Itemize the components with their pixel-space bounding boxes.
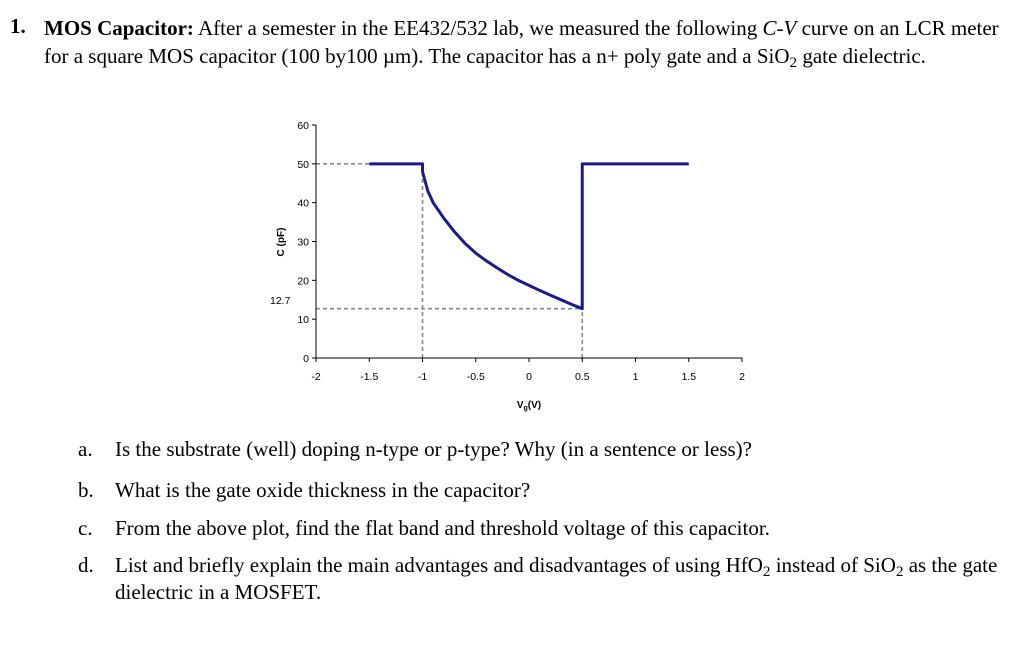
x-axis-label-unit: (V) bbox=[527, 400, 542, 411]
y-tick-label: 20 bbox=[297, 275, 309, 288]
y-ticks bbox=[297, 120, 316, 365]
x-tick-label: 2 bbox=[739, 371, 745, 383]
x-tick-label: 1.5 bbox=[681, 371, 697, 383]
annotation-label: 12.7 bbox=[270, 295, 291, 307]
subscript: 2 bbox=[895, 563, 904, 580]
question-text: Is the substrate (well) doping n-type or p-type? Why (in a sentence or less)? bbox=[115, 437, 752, 461]
question-text-part: as the gate dielectric in a MOSFET. bbox=[115, 553, 998, 604]
y-tick-label: 60 bbox=[297, 120, 309, 132]
question-text: From the above plot, find the flat band and threshold voltage of this capacitor. bbox=[115, 516, 770, 540]
cv-chart bbox=[262, 112, 762, 412]
y-tick-label: 40 bbox=[297, 197, 309, 210]
x-tick-label: -1.5 bbox=[360, 371, 379, 383]
cv-label: C-V bbox=[762, 16, 797, 40]
question-text bbox=[115, 552, 1005, 606]
x-ticks bbox=[311, 358, 745, 383]
guide-lines bbox=[316, 164, 582, 358]
x-axis-label-main: V bbox=[516, 400, 524, 411]
x-tick-label: -0.5 bbox=[466, 371, 485, 383]
question-letter: c. bbox=[78, 516, 93, 540]
x-tick-label: 0.5 bbox=[574, 371, 590, 383]
x-tick-label: -1 bbox=[417, 371, 428, 383]
question-text: What is the gate oxide thickness in the capacitor? bbox=[115, 478, 531, 502]
y-tick-label: 0 bbox=[303, 353, 309, 365]
question-text-part: instead of SiO bbox=[770, 553, 896, 577]
x-axis-label bbox=[517, 400, 541, 412]
series bbox=[369, 164, 689, 309]
subscript: 2 bbox=[762, 563, 771, 580]
y-axis-label: C (pF) bbox=[276, 227, 287, 257]
question-letter: a. bbox=[78, 437, 93, 461]
problem-text-part: gate dielectric. bbox=[797, 44, 926, 68]
y-tick-label: 10 bbox=[297, 314, 309, 327]
question-text-part: List and briefly explain the main advantages and disadvantages of using HfO bbox=[115, 553, 763, 577]
x-axis-label-sub: g bbox=[523, 405, 528, 412]
question-letter: d. bbox=[78, 553, 94, 577]
cv-curve-line bbox=[369, 164, 689, 309]
x-tick-label: 1 bbox=[632, 371, 639, 383]
question-letter: b. bbox=[78, 478, 94, 502]
y-tick-label: 50 bbox=[297, 158, 309, 171]
problem-number: 1. bbox=[10, 14, 26, 38]
x-tick-label: -2 bbox=[311, 371, 321, 383]
problem-text-part: After a semester in the EE432/532 lab, we measured the following bbox=[193, 16, 763, 40]
subscript: 2 bbox=[789, 54, 798, 71]
problem-title: MOS Capacitor: bbox=[44, 16, 194, 40]
problem-text-part: curve on an LCR meter for a square MOS capacitor (100 by100 µm). The capacitor has a n+ poly gate and a SiO bbox=[44, 16, 999, 68]
problem-text bbox=[44, 14, 1004, 70]
x-tick-label: 0 bbox=[526, 371, 532, 383]
axes bbox=[316, 125, 742, 358]
y-tick-label: 30 bbox=[297, 236, 309, 249]
